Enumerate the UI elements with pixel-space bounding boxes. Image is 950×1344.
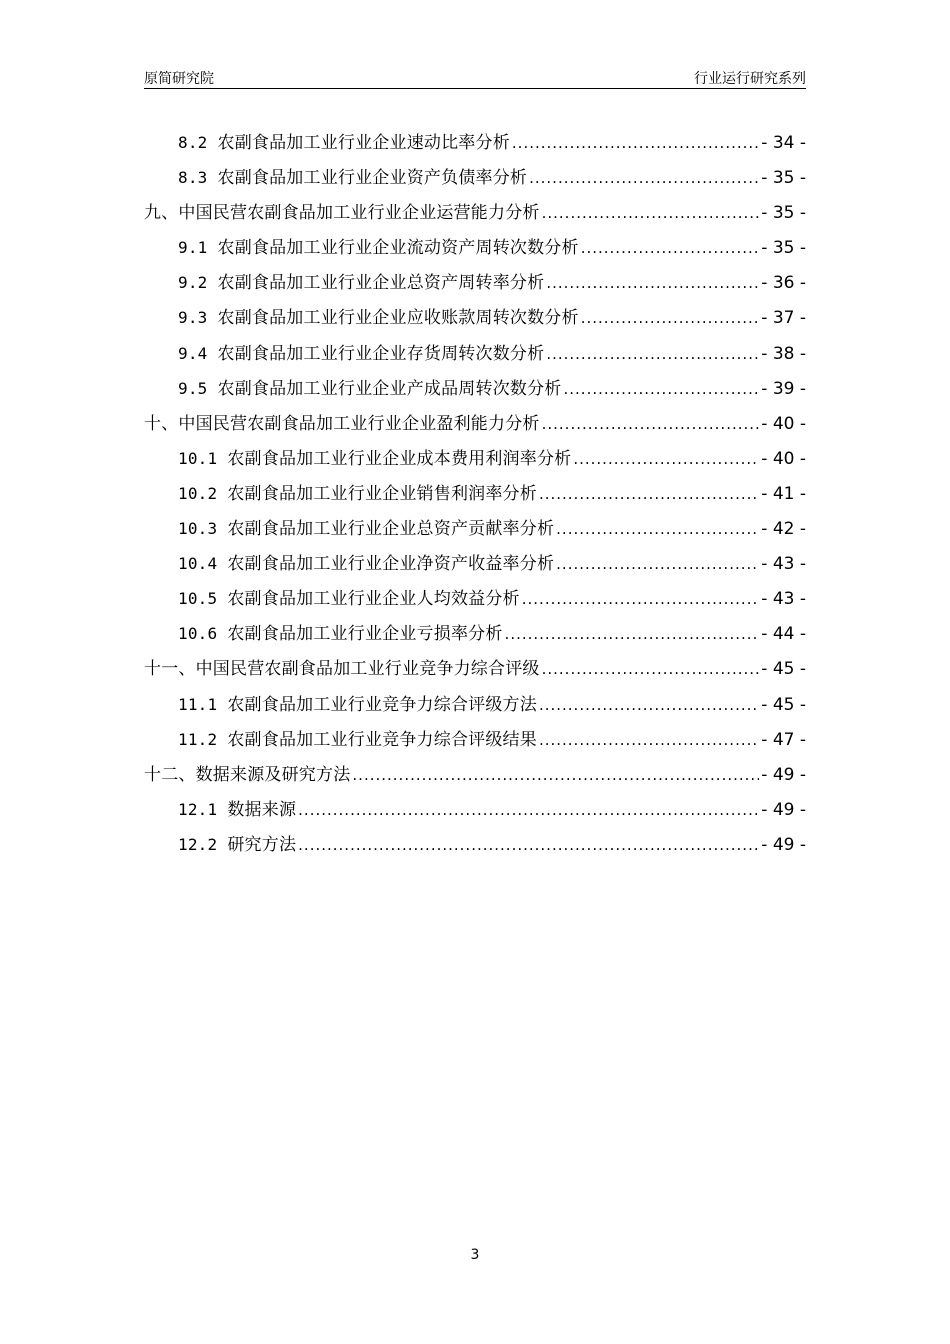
toc-entry-text: 农副食品加工业行业企业总资产周转率分析: [217, 273, 545, 294]
toc-entry-title: [178, 725, 537, 750]
toc-entry-number: 12.1: [178, 799, 218, 819]
toc-entry-page: - 49 -: [761, 764, 806, 785]
toc-entry-number: 11.1: [178, 694, 218, 714]
toc-entry[interactable]: [144, 584, 806, 619]
toc-entry-page: - 40 -: [761, 448, 806, 469]
toc-entry-page: - 43 -: [761, 554, 806, 575]
toc-entry-text: 农副食品加工业行业企业速动比率分析: [217, 133, 510, 153]
page-header: [144, 66, 806, 89]
toc-entry-text: 农副食品加工业行业企业应收账款周转次数分析: [217, 308, 579, 329]
toc-entry-number: 10.5: [178, 589, 218, 609]
toc-entry-title: [178, 619, 503, 644]
toc-entry-title: [178, 795, 296, 820]
toc-entry-page: - 35 -: [761, 238, 806, 259]
toc-entry-number: 9.5: [178, 378, 208, 398]
toc-entry[interactable]: [144, 409, 806, 444]
toc-entry[interactable]: [144, 303, 806, 338]
toc-entry-page: - 44 -: [761, 624, 806, 645]
toc-dot-leader: [298, 836, 759, 854]
toc-dot-leader: [542, 415, 760, 433]
toc-dot-leader: [539, 485, 759, 503]
page-number: 3: [470, 1247, 480, 1263]
toc-dot-leader: [573, 450, 759, 468]
toc-entry-page: - 38 -: [761, 343, 806, 364]
toc-entry-page: - 34 -: [761, 133, 806, 153]
toc-entry-title: [178, 163, 527, 188]
toc-entry-text: 农副食品加工业行业企业成本费用利润率分析: [227, 448, 572, 469]
toc-entry-title: [144, 198, 540, 223]
toc-entry-number: 10.2: [178, 483, 218, 503]
toc-dot-leader: [546, 274, 759, 292]
toc-entry-number: 10.3: [178, 519, 218, 539]
toc-entry-title: [178, 549, 554, 574]
toc-entry-page: - 45 -: [761, 659, 806, 680]
toc-entry[interactable]: [144, 374, 806, 409]
toc-entry-page: - 47 -: [761, 729, 806, 750]
header-publisher: 原简研究院: [144, 71, 214, 87]
toc-entry[interactable]: [144, 654, 806, 689]
toc-entry-number: 9.2: [178, 273, 208, 293]
toc-entry-page: - 43 -: [761, 589, 806, 610]
toc-entry-text: 农副食品加工业行业企业亏损率分析: [227, 624, 503, 645]
toc-dot-leader: [505, 625, 760, 643]
toc-entry-number: 9.3: [178, 308, 208, 328]
toc-entry[interactable]: [144, 268, 806, 303]
toc-entry[interactable]: [144, 549, 806, 584]
toc-entry-text: 农副食品加工业行业企业产成品周转次数分析: [217, 378, 562, 399]
toc-entry-title: [178, 374, 562, 399]
toc-entry-title: [178, 128, 510, 153]
toc-entry-text: 数据来源: [227, 799, 297, 820]
toc-entry-text: 研究方法: [227, 834, 297, 855]
toc-entry-title: [178, 233, 579, 258]
toc-entry-text: 农副食品加工业行业企业流动资产周转次数分析: [217, 238, 579, 259]
toc-entry-text: 农副食品加工业行业企业存货周转次数分析: [217, 343, 545, 364]
toc-dot-leader: [539, 696, 759, 714]
toc-entry-text: 农副食品加工业行业企业资产负债率分析: [217, 168, 528, 189]
toc-entry-number: 9.4: [178, 343, 208, 363]
table-of-contents: [144, 128, 806, 865]
toc-entry-page: - 49 -: [761, 834, 806, 855]
toc-dot-leader: [581, 309, 760, 327]
toc-entry-number: 8.3: [178, 168, 208, 188]
toc-entry-text: 十一、中国民营农副食品加工业行业竞争力综合评级: [144, 659, 540, 680]
toc-entry-number: 10.1: [178, 448, 218, 468]
toc-entry-number: 10.4: [178, 554, 218, 574]
toc-entry-page: - 35 -: [761, 203, 806, 224]
toc-dot-leader: [529, 169, 759, 187]
toc-dot-leader: [352, 766, 759, 784]
toc-dot-leader: [542, 204, 760, 222]
toc-entry-page: - 42 -: [761, 519, 806, 540]
toc-entry[interactable]: [144, 163, 806, 198]
toc-entry-text: 农副食品加工业行业企业人均效益分析: [227, 589, 520, 610]
toc-entry[interactable]: [144, 198, 806, 233]
toc-entry-text: 农副食品加工业行业竞争力综合评级方法: [227, 694, 537, 715]
toc-entry-number: 12.2: [178, 834, 218, 854]
toc-entry-page: - 36 -: [761, 273, 806, 294]
toc-entry-text: 十、中国民营农副食品加工业行业企业盈利能力分析: [144, 413, 540, 434]
toc-entry-title: [178, 584, 520, 609]
toc-entry-number: 10.6: [178, 624, 218, 644]
toc-dot-leader: [542, 660, 760, 678]
toc-entry[interactable]: [144, 619, 806, 654]
toc-entry-text: 九、中国民营农副食品加工业行业企业运营能力分析: [144, 203, 540, 224]
toc-entry-text: 农副食品加工业行业企业净资产收益率分析: [227, 554, 555, 575]
toc-entry[interactable]: [144, 690, 806, 725]
toc-dot-leader: [564, 380, 760, 398]
toc-entry[interactable]: [144, 760, 806, 795]
toc-entry-title: [144, 409, 540, 434]
toc-entry-title: [178, 303, 579, 328]
toc-entry-page: - 45 -: [761, 694, 806, 715]
toc-entry-page: - 39 -: [761, 378, 806, 399]
toc-entry[interactable]: [144, 479, 806, 514]
toc-entry[interactable]: [144, 444, 806, 479]
toc-entry-page: - 49 -: [761, 799, 806, 820]
toc-entry[interactable]: [144, 339, 806, 374]
toc-entry[interactable]: [144, 830, 806, 865]
toc-entry-page: - 41 -: [761, 483, 806, 504]
toc-entry-number: 8.2: [178, 133, 208, 152]
toc-entry-text: 十二、数据来源及研究方法: [144, 764, 351, 785]
toc-entry[interactable]: [144, 725, 806, 760]
toc-entry[interactable]: [144, 233, 806, 268]
toc-entry[interactable]: [144, 128, 806, 163]
toc-dot-leader: [522, 590, 760, 608]
toc-dot-leader: [581, 239, 760, 257]
toc-entry-page: - 37 -: [761, 308, 806, 329]
toc-entry-title: [144, 654, 540, 679]
toc-entry-page: - 35 -: [761, 168, 806, 189]
header-series: 行业运行研究系列: [694, 71, 806, 87]
toc-entry-title: [178, 830, 296, 855]
toc-dot-leader: [556, 520, 759, 538]
toc-dot-leader: [512, 134, 759, 152]
toc-entry[interactable]: [144, 795, 806, 830]
toc-entry-text: 农副食品加工业行业企业总资产贡献率分析: [227, 519, 555, 540]
toc-dot-leader: [539, 731, 759, 749]
toc-entry-title: [178, 690, 537, 715]
toc-dot-leader: [298, 801, 759, 819]
toc-entry-title: [178, 479, 537, 504]
toc-dot-leader: [546, 345, 759, 363]
toc-entry-text: 农副食品加工业行业企业销售利润率分析: [227, 483, 537, 504]
toc-dot-leader: [556, 555, 759, 573]
toc-entry-title: [178, 444, 571, 469]
toc-entry-number: 11.2: [178, 729, 218, 749]
toc-entry-title: [178, 268, 544, 293]
toc-entry-title: [178, 514, 554, 539]
toc-entry-title: [144, 760, 350, 785]
toc-entry-text: 农副食品加工业行业竞争力综合评级结果: [227, 729, 537, 750]
toc-entry-title: [178, 339, 544, 364]
toc-entry-page: - 40 -: [761, 413, 806, 434]
toc-entry[interactable]: [144, 514, 806, 549]
toc-entry-number: 9.1: [178, 238, 208, 258]
